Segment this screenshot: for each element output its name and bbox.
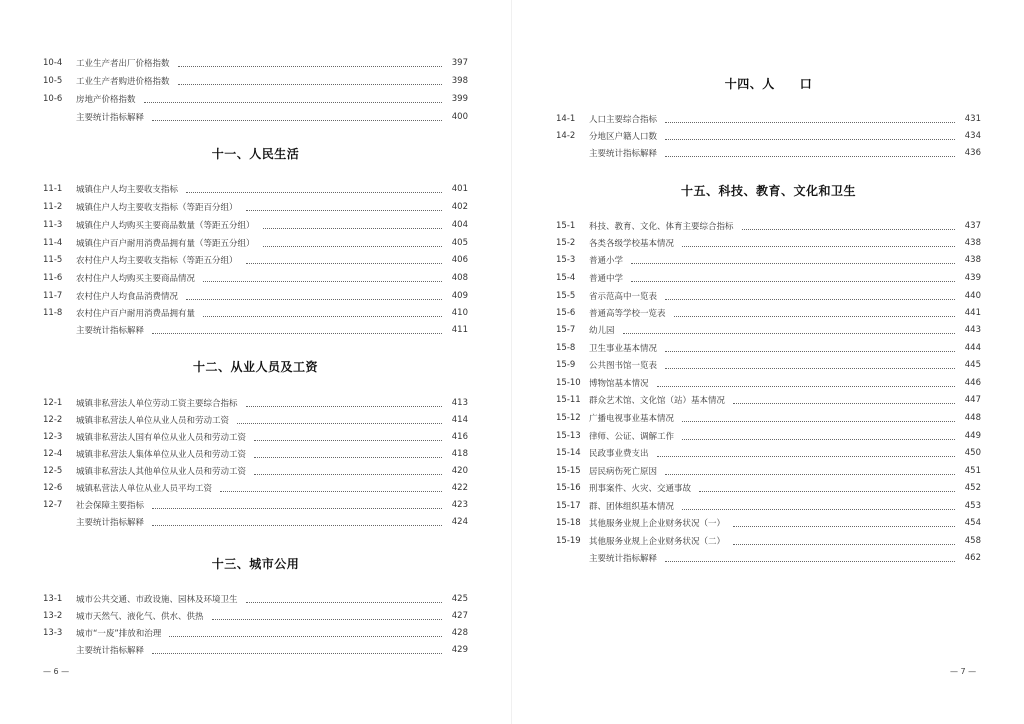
toc-entry[interactable] [556, 218, 981, 234]
entry-title: 群、团体组织基本情况 [589, 502, 675, 512]
entry-page: 414 [451, 415, 468, 425]
entry-page: 449 [964, 431, 981, 441]
entry-number: 10-5 [43, 76, 63, 86]
dot-leader [682, 439, 955, 440]
right-page [512, 0, 1024, 724]
toc-entry[interactable] [556, 550, 981, 566]
entry-number: 12-2 [43, 415, 63, 425]
entry-number: 11-6 [43, 273, 63, 283]
entry-title: 城镇住户人均购买主要商品数量（等距五分组） [76, 221, 255, 231]
entry-number: 15-3 [556, 255, 576, 265]
entry-title: 省示范高中一览表 [589, 292, 658, 302]
toc-entry[interactable] [43, 591, 468, 607]
entry-title: 人口主要综合指标 [589, 115, 658, 125]
toc-entry[interactable] [556, 480, 981, 496]
dot-leader [665, 122, 955, 123]
entry-number: 12-3 [43, 432, 63, 442]
entry-page: 462 [964, 553, 981, 563]
toc-entry[interactable] [43, 642, 468, 658]
entry-number: 15-9 [556, 360, 576, 370]
entry-page: 425 [451, 594, 468, 604]
entry-title: 分地区户籍人口数 [589, 132, 658, 142]
entry-number: 15-15 [556, 466, 581, 476]
entry-title: 城镇住户人均主要收支指标（等距百分组） [76, 203, 238, 213]
dot-leader [657, 456, 955, 457]
entry-page: 448 [964, 413, 981, 423]
dot-leader [657, 386, 955, 387]
entry-title: 城镇非私营法人国有单位从业人员和劳动工资 [76, 433, 247, 443]
toc-entry[interactable] [556, 533, 981, 549]
toc-entry[interactable] [43, 270, 468, 286]
toc-entry[interactable] [43, 73, 468, 89]
toc-entry[interactable] [556, 357, 981, 373]
dot-leader [212, 619, 442, 620]
entry-title: 城市公共交通、市政设施、园林及环境卫生 [76, 595, 238, 605]
entry-title: 主要统计指标解释 [589, 149, 658, 159]
entry-title: 农村住户人均主要收支指标（等距五分组） [76, 256, 238, 266]
dot-leader [246, 406, 442, 407]
entry-title: 卫生事业基本情况 [589, 344, 658, 354]
entry-title: 城镇住户人均主要收支指标 [76, 185, 179, 195]
toc-entry[interactable] [556, 270, 981, 286]
dot-leader [152, 333, 442, 334]
toc-entry[interactable] [556, 288, 981, 304]
entry-title: 各类各级学校基本情况 [589, 239, 675, 249]
entry-page: 400 [451, 112, 468, 122]
entry-title: 居民病伤死亡原因 [589, 467, 658, 477]
dot-leader [203, 316, 442, 317]
entry-title: 主要统计指标解释 [76, 326, 145, 336]
toc-entry[interactable] [43, 235, 468, 251]
entry-number: 13-3 [43, 628, 63, 638]
dot-leader [152, 508, 442, 509]
entry-page: 406 [451, 255, 468, 265]
toc-entry[interactable] [556, 445, 981, 461]
entry-title: 民政事业费支出 [589, 449, 649, 459]
dot-leader [682, 509, 955, 510]
dot-leader [733, 544, 955, 545]
toc-entry[interactable] [43, 55, 468, 71]
entry-number: 13-2 [43, 611, 63, 621]
dot-leader [742, 229, 955, 230]
dot-leader [682, 421, 955, 422]
dot-leader [246, 210, 442, 211]
dot-leader [665, 474, 955, 475]
entry-title: 主要统计指标解释 [76, 113, 145, 123]
section-heading: 十五、科技、教育、文化和卫生 [680, 184, 856, 198]
entry-number: 15-14 [556, 448, 581, 458]
entry-page: 413 [451, 398, 468, 408]
entry-number: 11-4 [43, 238, 63, 248]
toc-entry[interactable] [556, 235, 981, 251]
entry-page: 453 [964, 501, 981, 511]
entry-number: 15-12 [556, 413, 581, 423]
entry-page: 423 [451, 500, 468, 510]
toc-entry[interactable] [43, 625, 468, 641]
entry-page: 434 [964, 131, 981, 141]
entry-title: 博物馆基本情况 [589, 379, 649, 389]
dot-leader [254, 457, 442, 458]
entry-number: 15-2 [556, 238, 576, 248]
entry-page: 402 [451, 202, 468, 212]
entry-title: 城镇非私营法人单位从业人员和劳动工资 [76, 416, 230, 426]
dot-leader [263, 228, 442, 229]
dot-leader [186, 192, 442, 193]
toc-entry[interactable] [556, 145, 981, 161]
entry-page: 441 [964, 308, 981, 318]
entry-page: 445 [964, 360, 981, 370]
entry-page: 444 [964, 343, 981, 353]
entry-title: 工业生产者购进价格指数 [76, 77, 170, 87]
entry-page: 451 [964, 466, 981, 476]
dot-leader [682, 246, 955, 247]
entry-number: 11-2 [43, 202, 63, 212]
entry-page: 418 [451, 449, 468, 459]
entry-number: 12-4 [43, 449, 63, 459]
entry-title: 主要统计指标解释 [76, 646, 145, 656]
dot-leader [203, 281, 442, 282]
toc-entry[interactable] [43, 446, 468, 462]
entry-page: 439 [964, 273, 981, 283]
entry-title: 普通小学 [589, 256, 624, 266]
toc-entry[interactable] [556, 410, 981, 426]
dot-leader [152, 120, 442, 121]
toc-entry[interactable] [43, 463, 468, 479]
entry-number: 15-11 [556, 395, 581, 405]
section-heading: 十一、人民生活 [211, 147, 300, 161]
toc-entry[interactable] [43, 608, 468, 624]
entry-number: 10-6 [43, 94, 63, 104]
dot-leader [733, 403, 955, 404]
entry-number: 11-1 [43, 184, 63, 194]
dot-leader [254, 440, 442, 441]
toc-entry[interactable] [556, 463, 981, 479]
entry-title: 城镇非私营法人集体单位从业人员和劳动工资 [76, 450, 247, 460]
entry-number: 14-1 [556, 114, 576, 124]
entry-page: 398 [451, 76, 468, 86]
entry-title: 城镇住户百户耐用消费品拥有量（等距五分组） [76, 239, 255, 249]
entry-page: 428 [451, 628, 468, 638]
dot-leader [144, 102, 442, 103]
toc-entry[interactable] [556, 392, 981, 408]
entry-title: 城镇非私营法人其他单位从业人员和劳动工资 [76, 467, 247, 477]
entry-number: 11-3 [43, 220, 63, 230]
entry-title: 群众艺术馆、文化馆（站）基本情况 [589, 396, 726, 406]
toc-entry[interactable] [556, 305, 981, 321]
entry-number: 15-19 [556, 536, 581, 546]
entry-page: 452 [964, 483, 981, 493]
toc-entry[interactable] [43, 322, 468, 338]
entry-number: 12-6 [43, 483, 63, 493]
entry-page: 416 [451, 432, 468, 442]
toc-entry[interactable] [556, 111, 981, 127]
entry-page: 401 [451, 184, 468, 194]
toc-entry[interactable] [556, 428, 981, 444]
dot-leader [665, 351, 955, 352]
toc-entry[interactable] [556, 498, 981, 514]
dot-leader [254, 474, 442, 475]
toc-entry[interactable] [556, 375, 981, 391]
toc-entry[interactable] [556, 128, 981, 144]
toc-entry[interactable] [43, 305, 468, 321]
section-heading: 十四、人 口 [724, 77, 813, 91]
toc-entry[interactable] [43, 181, 468, 197]
entry-page: 422 [451, 483, 468, 493]
dot-leader [152, 653, 442, 654]
dot-leader [237, 423, 442, 424]
entry-page: 458 [964, 536, 981, 546]
toc-entry[interactable] [43, 395, 468, 411]
dot-leader [263, 246, 442, 247]
entry-title: 普通中学 [589, 274, 624, 284]
entry-title: 广播电视事业基本情况 [589, 414, 675, 424]
entry-number: 15-18 [556, 518, 581, 528]
entry-title: 幼儿园 [589, 326, 615, 336]
dot-leader [186, 299, 442, 300]
entry-title: 科技、教育、文化、体育主要综合指标 [589, 222, 734, 232]
dot-leader [178, 84, 442, 85]
entry-page: 443 [964, 325, 981, 335]
entry-page: 405 [451, 238, 468, 248]
entry-page: 410 [451, 308, 468, 318]
toc-entry[interactable] [556, 322, 981, 338]
entry-page: 438 [964, 238, 981, 248]
entry-number: 10-4 [43, 58, 63, 68]
entry-page: 431 [964, 114, 981, 124]
entry-title: 律师、公证、调解工作 [589, 432, 675, 442]
entry-title: 城镇私营法人单位从业人员平均工资 [76, 484, 213, 494]
entry-number: 12-7 [43, 500, 63, 510]
page-number-footer: — 6 — [43, 667, 70, 676]
entry-page: 397 [451, 58, 468, 68]
entry-page: 436 [964, 148, 981, 158]
toc-entry[interactable] [43, 497, 468, 513]
dot-leader [665, 561, 955, 562]
toc-entry[interactable] [43, 514, 468, 530]
toc-entry[interactable] [556, 515, 981, 531]
toc-entry[interactable] [43, 412, 468, 428]
dot-leader [169, 636, 442, 637]
entry-number: 14-2 [556, 131, 576, 141]
entry-page: 447 [964, 395, 981, 405]
entry-page: 427 [451, 611, 468, 621]
entry-number: 15-10 [556, 378, 581, 388]
entry-number: 13-1 [43, 594, 63, 604]
toc-entry[interactable] [43, 288, 468, 304]
entry-title: 工业生产者出厂价格指数 [76, 59, 170, 69]
entry-title: 普通高等学校一览表 [589, 309, 666, 319]
entry-page: 437 [964, 221, 981, 231]
section-heading: 十三、城市公用 [211, 557, 300, 571]
dot-leader [699, 491, 955, 492]
entry-page: 409 [451, 291, 468, 301]
entry-page: 408 [451, 273, 468, 283]
entry-title: 房地产价格指数 [76, 95, 136, 105]
entry-number: 15-8 [556, 343, 576, 353]
dot-leader [246, 602, 442, 603]
entry-number: 12-1 [43, 398, 63, 408]
entry-number: 15-5 [556, 291, 576, 301]
toc-entry[interactable] [43, 480, 468, 496]
dot-leader [665, 156, 955, 157]
entry-number: 15-4 [556, 273, 576, 283]
entry-title: 农村住户百户耐用消费品拥有量 [76, 309, 196, 319]
entry-title: 农村住户人均购买主要商品情况 [76, 274, 196, 284]
entry-title: 城市“一废”排放和治理 [76, 629, 162, 639]
entry-number: 15-17 [556, 501, 581, 511]
toc-entry[interactable] [43, 252, 468, 268]
entry-title: 其他服务业规上企业财务状况（二） [589, 537, 726, 547]
toc-entry[interactable] [43, 429, 468, 445]
toc-entry[interactable] [556, 252, 981, 268]
dot-leader [152, 525, 442, 526]
dot-leader [665, 299, 955, 300]
entry-number: 15-1 [556, 221, 576, 231]
entry-title: 主要统计指标解释 [589, 554, 658, 564]
entry-title: 其他服务业规上企业财务状况（一） [589, 519, 726, 529]
entry-page: 399 [451, 94, 468, 104]
entry-page: 424 [451, 517, 468, 527]
dot-leader [246, 263, 442, 264]
section-heading: 十二、从业人员及工资 [192, 360, 318, 374]
entry-number: 15-13 [556, 431, 581, 441]
toc-entry[interactable] [43, 109, 468, 125]
entry-title: 城镇非私营法人单位劳动工资主要综合指标 [76, 399, 238, 409]
entry-title: 农村住户人均食品消费情况 [76, 292, 179, 302]
dot-leader [631, 263, 955, 264]
entry-title: 社会保障主要指标 [76, 501, 145, 511]
toc-entry[interactable] [43, 199, 468, 215]
entry-page: 429 [451, 645, 468, 655]
entry-number: 12-5 [43, 466, 63, 476]
dot-leader [665, 368, 955, 369]
entry-title: 城市天然气、液化气、供水、供热 [76, 612, 204, 622]
dot-leader [733, 526, 955, 527]
dot-leader [623, 333, 955, 334]
entry-number: 11-7 [43, 291, 63, 301]
entry-page: 438 [964, 255, 981, 265]
entry-page: 420 [451, 466, 468, 476]
entry-title: 公共图书馆一览表 [589, 361, 658, 371]
dot-leader [220, 491, 442, 492]
dot-leader [178, 66, 442, 67]
entry-number: 11-5 [43, 255, 63, 265]
entry-page: 404 [451, 220, 468, 230]
toc-entry[interactable] [43, 217, 468, 233]
entry-page: 440 [964, 291, 981, 301]
entry-page: 454 [964, 518, 981, 528]
page-number-footer: — 7 — [950, 667, 977, 676]
entry-title: 主要统计指标解释 [76, 518, 145, 528]
entry-page: 411 [451, 325, 468, 335]
entry-number: 15-6 [556, 308, 576, 318]
entry-title: 刑事案件、火灾、交通事故 [589, 484, 692, 494]
dot-leader [631, 281, 955, 282]
entry-page: 450 [964, 448, 981, 458]
entry-number: 15-7 [556, 325, 576, 335]
entry-number: 11-8 [43, 308, 63, 318]
entry-page: 446 [964, 378, 981, 388]
entry-number: 15-16 [556, 483, 581, 493]
dot-leader [665, 139, 955, 140]
toc-entry[interactable] [556, 340, 981, 356]
dot-leader [674, 316, 955, 317]
toc-entry[interactable] [43, 91, 468, 107]
